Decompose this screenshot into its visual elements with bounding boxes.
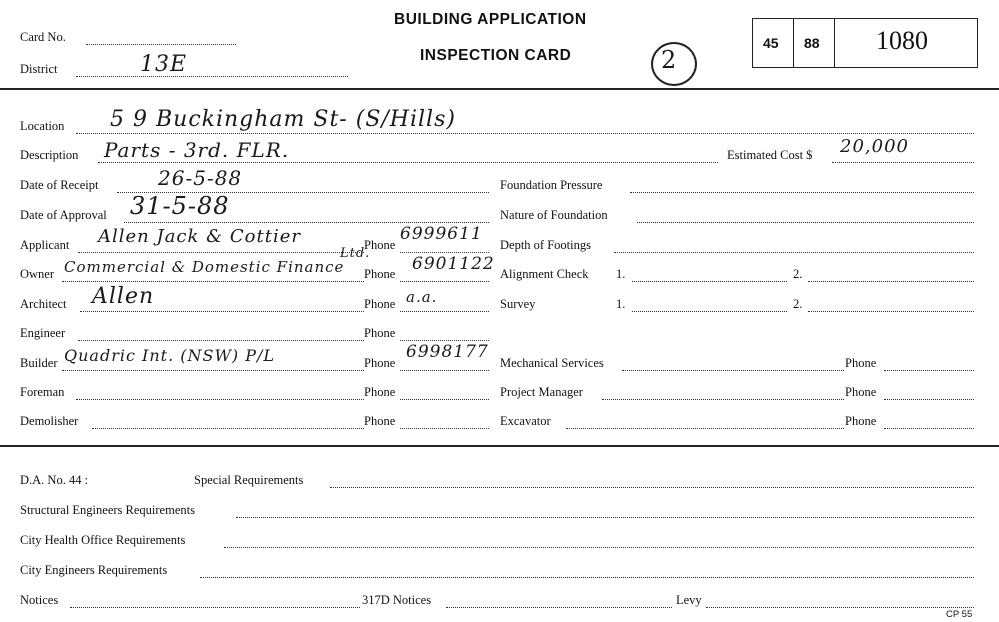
estimated-cost-value: 20,000	[840, 136, 909, 157]
depth-footings-label: Depth of Footings	[500, 238, 591, 252]
builder-phone-value: 6998177	[406, 342, 489, 362]
details-rule	[0, 445, 999, 447]
engineer-field[interactable]	[78, 340, 364, 341]
foreman-phone-field[interactable]	[400, 399, 489, 400]
structural-field[interactable]	[236, 517, 974, 518]
card-no-field[interactable]	[86, 44, 236, 45]
box-mid-number: 88	[804, 35, 820, 51]
excavator-phone-label: Phone	[845, 414, 877, 428]
location-value: 5 9 Buckingham St- (S/Hills)	[110, 107, 456, 132]
description-value: Parts - 3rd. FLR.	[104, 138, 290, 162]
estimated-cost-field[interactable]	[832, 162, 974, 163]
levy-field[interactable]	[706, 607, 974, 608]
demolisher-phone-field[interactable]	[400, 428, 489, 429]
foreman-phone-label: Phone	[364, 385, 396, 399]
architect-value: Allen	[92, 284, 155, 309]
box-left-number: 45	[763, 35, 779, 51]
engineer-phone-field[interactable]	[400, 340, 489, 341]
applicant-label: Applicant	[20, 238, 70, 252]
notices-317d-field[interactable]	[446, 607, 672, 608]
city-engineers-label: City Engineers Requirements	[20, 563, 168, 577]
box-divider-1	[793, 19, 794, 67]
alignment-1-field[interactable]	[632, 281, 787, 282]
survey-1-field[interactable]	[632, 311, 787, 312]
nature-foundation-label: Nature of Foundation	[500, 208, 608, 222]
location-label: Location	[20, 119, 65, 133]
owner-phone-field[interactable]	[400, 281, 489, 282]
applicant-value: Allen Jack & Cottier	[98, 226, 301, 247]
owner-ltd: Ltd.	[340, 246, 371, 261]
project-manager-phone-field[interactable]	[884, 399, 974, 400]
mechanical-phone-field[interactable]	[884, 370, 974, 371]
excavator-field[interactable]	[566, 428, 844, 429]
excavator-label: Excavator	[500, 414, 551, 428]
engineer-label: Engineer	[20, 326, 66, 340]
date-receipt-value: 26-5-88	[158, 166, 243, 190]
date-approval-label: Date of Approval	[20, 208, 107, 222]
survey-2-field[interactable]	[808, 311, 974, 312]
builder-phone-label: Phone	[364, 356, 396, 370]
alignment-2-field[interactable]	[808, 281, 974, 282]
foundation-pressure-field[interactable]	[630, 192, 974, 193]
notices-label: Notices	[20, 593, 59, 607]
owner-phone-label: Phone	[364, 267, 396, 281]
mechanical-field[interactable]	[622, 370, 844, 371]
alignment-1-label: 1.	[616, 267, 626, 281]
title-line2: INSPECTION CARD	[420, 47, 572, 64]
notices-317d-label: 317D Notices	[362, 593, 432, 607]
architect-phone-value: a.a.	[406, 288, 438, 306]
estimated-cost-label: Estimated Cost $	[727, 148, 813, 162]
district-value: 13E	[140, 52, 188, 77]
special-requirements-field[interactable]	[330, 487, 974, 488]
builder-label: Builder	[20, 356, 58, 370]
survey-2-label: 2.	[793, 297, 803, 311]
structural-label: Structural Engineers Requirements	[20, 503, 195, 517]
depth-footings-field[interactable]	[614, 252, 974, 253]
box-divider-2	[834, 19, 835, 67]
card-no-label: Card No.	[20, 30, 66, 44]
owner-field[interactable]	[62, 281, 364, 282]
architect-phone-label: Phone	[364, 297, 396, 311]
owner-phone-value: 6901122	[412, 254, 495, 274]
alignment-check-label: Alignment Check	[500, 267, 589, 281]
levy-label: Levy	[676, 593, 702, 607]
special-requirements-label: Special Requirements	[194, 473, 304, 487]
health-label: City Health Office Requirements	[20, 533, 186, 547]
owner-label: Owner	[20, 267, 55, 281]
date-receipt-label: Date of Receipt	[20, 178, 99, 192]
applicant-phone-label: Phone	[364, 238, 396, 252]
header-rule	[0, 88, 999, 90]
mechanical-phone-label: Phone	[845, 356, 877, 370]
form-code: CP 55	[946, 609, 973, 620]
description-field[interactable]	[98, 162, 718, 163]
date-approval-value: 31-5-88	[130, 192, 230, 220]
project-manager-label: Project Manager	[500, 385, 583, 399]
foreman-field[interactable]	[76, 399, 364, 400]
location-field[interactable]	[76, 133, 974, 134]
foreman-label: Foreman	[20, 385, 65, 399]
excavator-phone-field[interactable]	[884, 428, 974, 429]
da-number-label: D.A. No. 44 :	[20, 473, 89, 487]
project-manager-field[interactable]	[602, 399, 844, 400]
survey-1-label: 1.	[616, 297, 626, 311]
builder-field[interactable]	[62, 370, 364, 371]
description-label: Description	[20, 148, 79, 162]
date-approval-field[interactable]	[124, 222, 489, 223]
survey-label: Survey	[500, 297, 536, 311]
demolisher-field[interactable]	[92, 428, 364, 429]
applicant-phone-value: 6999611	[400, 224, 483, 244]
applicant-field[interactable]	[78, 252, 364, 253]
title-line1: BUILDING APPLICATION	[394, 11, 587, 28]
project-manager-phone-label: Phone	[845, 385, 877, 399]
box-card-number: 1080	[876, 26, 928, 55]
district-label: District	[20, 62, 58, 76]
nature-foundation-field[interactable]	[637, 222, 974, 223]
health-field[interactable]	[224, 547, 974, 548]
builder-value: Quadric Int. (NSW) P/L	[64, 346, 275, 365]
district-field[interactable]	[76, 76, 348, 77]
circled-number: 2	[661, 46, 678, 74]
foundation-pressure-label: Foundation Pressure	[500, 178, 603, 192]
notices-field[interactable]	[70, 607, 360, 608]
builder-phone-field[interactable]	[400, 370, 489, 371]
architect-phone-field[interactable]	[400, 311, 489, 312]
applicant-phone-field[interactable]	[400, 252, 489, 253]
alignment-2-label: 2.	[793, 267, 803, 281]
mechanical-label: Mechanical Services	[500, 356, 604, 370]
engineer-phone-label: Phone	[364, 326, 396, 340]
card-number-box	[752, 18, 978, 68]
demolisher-phone-label: Phone	[364, 414, 396, 428]
owner-value: Commercial & Domestic Finance	[64, 258, 345, 276]
demolisher-label: Demolisher	[20, 414, 79, 428]
city-engineers-field[interactable]	[200, 577, 974, 578]
architect-label: Architect	[20, 297, 67, 311]
architect-field[interactable]	[80, 311, 364, 312]
